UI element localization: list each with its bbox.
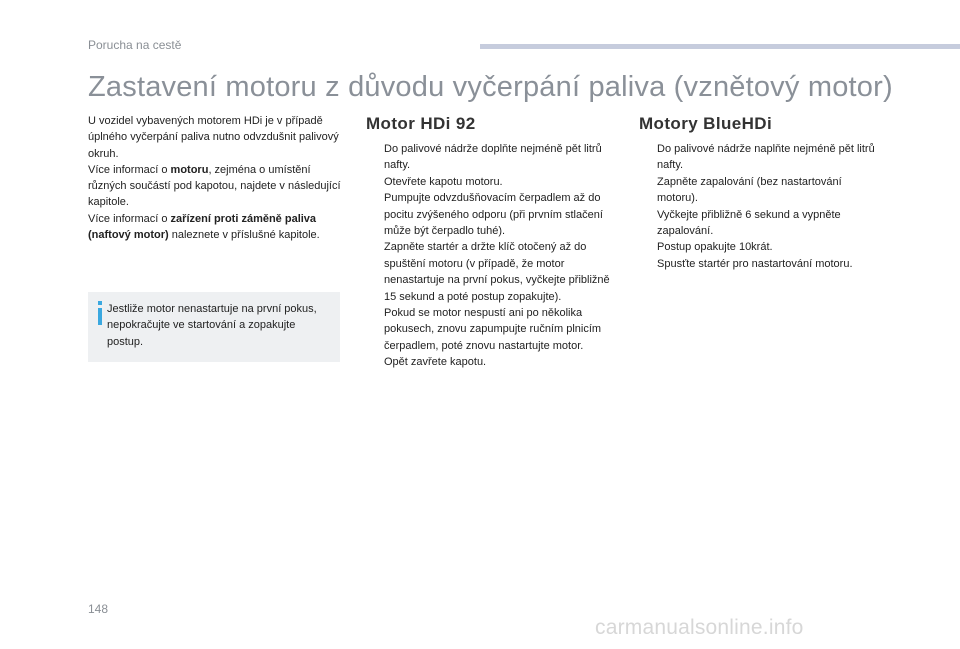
intro-paragraph-misfuel-ref: Více informací o zařízení proti záměně paliva (naftový motor) naleznete v příslušné kapitole.	[88, 212, 320, 242]
hdi92-steps-list	[368, 141, 613, 371]
watermark: carmanualsonline.info	[595, 616, 804, 639]
step-item	[641, 174, 881, 207]
info-icon	[96, 301, 106, 325]
engine-link-text: motoru	[170, 163, 209, 176]
step-item	[641, 207, 881, 240]
step-item	[368, 305, 613, 354]
intro-paragraph-engine-ref: Více informací o motoru, zejména o umístění různých součástí pod kapotou, najdete v následující kapitole.	[88, 163, 341, 209]
step-item	[368, 190, 613, 239]
info-note-text: Jestliže motor nenastartuje na první pokus, nepokračujte ve startování a zopakujte postup.	[107, 303, 317, 348]
hdi92-heading: Motor HDi 92	[366, 114, 476, 133]
intro-text	[88, 113, 348, 243]
step-text: Pumpujte odvzdušňovacím čerpadlem až do pocitu zvýšeného odporu (při prvním stlačení může být čerpadlo tuhé).	[384, 192, 603, 238]
step-item	[368, 239, 613, 305]
section-label: Porucha na cestě	[88, 38, 182, 52]
info-note-box	[88, 292, 340, 362]
step-text: Do palivové nádrže naplňte nejméně pět litrů nafty.	[657, 143, 875, 172]
header-accent-bar	[480, 44, 960, 49]
step-text: Zapněte zapalování (bez nastartování motoru).	[657, 175, 842, 205]
step-item	[641, 141, 881, 174]
step-text: Spusťte startér pro nastartování motoru.	[657, 257, 853, 270]
step-text: Vyčkejte přibližně 6 sekund a vypněte zapalování.	[657, 208, 841, 238]
step-item	[641, 256, 881, 272]
step-text: Do palivové nádrže doplňte nejméně pět litrů nafty.	[384, 143, 602, 172]
step-item	[641, 239, 881, 255]
step-item	[368, 174, 613, 190]
step-item	[368, 354, 613, 370]
step-text: Postup opakujte 10krát.	[657, 241, 773, 254]
step-text: Zapněte startér a držte klíč otočený až do spuštění motoru (v případě, že motor nenastartuje na první pokus, vyčkejte přibližně 15 sekund a poté postup zopakujte).	[384, 241, 610, 303]
step-item	[368, 141, 613, 174]
page-number: 148	[88, 602, 109, 616]
page-title: Zastavení motoru z důvodu vyčerpání paliva (vznětový motor)	[88, 71, 893, 103]
bluehdi-steps-list	[641, 141, 881, 272]
step-text: Otevřete kapotu motoru.	[384, 175, 503, 188]
bluehdi-heading: Motory BlueHDi	[639, 114, 773, 133]
step-text: Opět zavřete kapotu.	[384, 356, 487, 369]
intro-paragraph: U vozidel vybavených motorem HDi je v případě úplného vyčerpání paliva nutno odvzdušnit palivový okruh.	[88, 115, 339, 160]
step-text: Pokud se motor nespustí ani po několika pokusech, znovu zapumpujte ručním plnicím čerpadlem, poté znovu nastartujte motor.	[384, 307, 602, 352]
misfuel-device-link-text: zařízení proti záměně paliva (naftový motor)	[88, 212, 317, 242]
